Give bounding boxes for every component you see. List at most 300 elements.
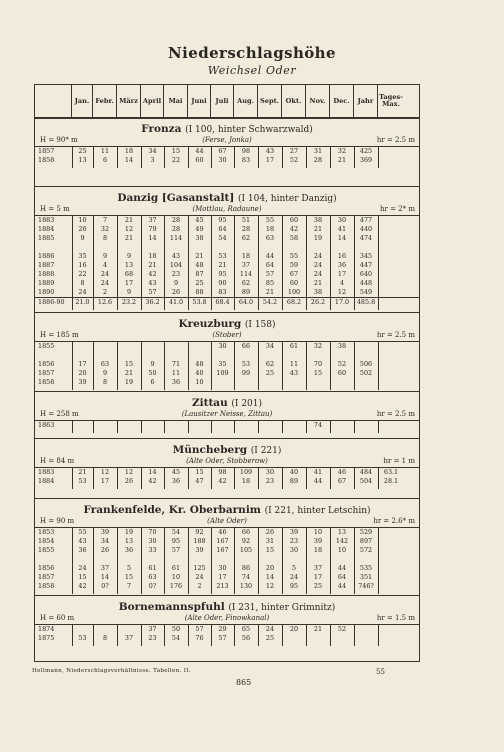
- value-cell: 24: [100, 279, 110, 287]
- value-cell: 37: [148, 625, 157, 633]
- value-cell: 506: [359, 360, 373, 368]
- value-cell: [93, 555, 117, 564]
- value-cell: 7: [126, 582, 132, 590]
- value-cell: [93, 421, 117, 430]
- value-cell: [117, 625, 141, 634]
- station-title: [35, 192, 419, 204]
- column-rule: [164, 215, 165, 310]
- column-rule: [330, 215, 331, 310]
- value-cell: 63: [265, 234, 275, 242]
- value-cell: [72, 555, 93, 564]
- value-cell: 56: [241, 634, 251, 642]
- value-cell: 22: [171, 156, 181, 164]
- value-cell: 109: [239, 468, 253, 476]
- value-cell: 54.2: [262, 298, 278, 306]
- column-rule: [164, 146, 165, 168]
- column-rule: [258, 215, 259, 310]
- column-rule: [234, 215, 235, 310]
- value-cell: [188, 421, 211, 430]
- value-cell: 45: [171, 468, 181, 476]
- value-cell: 54: [171, 528, 181, 536]
- value-cell: [93, 625, 117, 634]
- value-cell: 26: [100, 546, 110, 554]
- value-cell: 55: [265, 216, 275, 224]
- station-reference: (I 104, hinter Danzig): [237, 194, 337, 204]
- column-rule: [354, 146, 355, 168]
- header-mai: Mai: [164, 85, 188, 117]
- column-rule: [164, 467, 165, 489]
- column-rule: [234, 527, 235, 594]
- value-cell: [234, 243, 258, 252]
- value-cell: 448: [359, 279, 373, 287]
- value-cell: [378, 270, 404, 279]
- column-rule: [117, 146, 118, 168]
- value-cell: 24: [289, 573, 299, 581]
- value-cell: 28: [171, 225, 181, 233]
- value-cell: 345: [359, 252, 373, 260]
- value-cell: [117, 351, 141, 360]
- value-cell: [211, 243, 234, 252]
- column-rule: [282, 146, 283, 168]
- value-cell: [282, 421, 306, 430]
- value-cell: 44: [337, 564, 347, 572]
- value-cell: [211, 351, 234, 360]
- value-cell: 15: [171, 147, 181, 155]
- value-cell: 12.6: [97, 298, 113, 306]
- column-rule: [378, 341, 379, 390]
- year-cell: 1886-90: [38, 298, 65, 306]
- value-cell: 14: [148, 234, 157, 242]
- gauge-height: hr = 2.5 m: [376, 410, 415, 418]
- value-cell: 39: [195, 546, 204, 554]
- value-cell: 83: [241, 156, 251, 164]
- value-cell: [378, 555, 404, 564]
- station-name: Danzig [Gasanstalt]: [117, 192, 235, 204]
- value-cell: [354, 634, 378, 643]
- value-cell: [378, 252, 404, 261]
- value-cell: 11: [171, 369, 181, 377]
- page-subtitle: Weichsel Oder: [207, 64, 297, 77]
- value-cell: 30: [265, 468, 275, 476]
- column-rule: [141, 146, 142, 168]
- value-cell: 474: [359, 234, 373, 242]
- column-rule: [258, 146, 259, 168]
- value-cell: [188, 555, 211, 564]
- station-reference: (I 158): [244, 320, 276, 330]
- value-cell: 21: [218, 261, 227, 269]
- value-cell: 53: [218, 252, 227, 260]
- value-cell: 70: [148, 528, 157, 536]
- header-year-cell: [35, 85, 72, 117]
- value-cell: 54: [218, 234, 227, 242]
- value-cell: 21: [313, 279, 323, 287]
- column-rule: [141, 527, 142, 594]
- value-cell: 45: [195, 216, 204, 224]
- value-cell: [378, 351, 404, 360]
- value-cell: 52: [337, 625, 347, 633]
- value-cell: [378, 243, 404, 252]
- value-cell: 9: [150, 360, 155, 368]
- station-reference: (I 221, hinter Letschin): [264, 506, 371, 516]
- column-rule: [354, 624, 355, 646]
- value-cell: 109: [216, 369, 229, 377]
- value-cell: [330, 634, 354, 643]
- gauge-height: hr = 1 m: [383, 457, 415, 465]
- gauge-height: hr = 2.5 m: [376, 331, 415, 339]
- column-rule: [234, 420, 235, 433]
- value-cell: 23.2: [121, 298, 137, 306]
- column-rule: [330, 527, 331, 594]
- value-cell: 15: [124, 360, 134, 368]
- value-cell: 529: [359, 528, 373, 536]
- value-cell: 32: [313, 342, 323, 350]
- value-cell: 42: [289, 225, 299, 233]
- column-rule: [211, 215, 212, 310]
- header-sept: Sept.: [258, 85, 282, 117]
- year-cell: 1863: [38, 421, 55, 429]
- value-cell: 18: [124, 147, 134, 155]
- value-cell: 40: [289, 468, 299, 476]
- value-cell: [306, 351, 330, 360]
- value-cell: [378, 261, 404, 270]
- value-cell: 18: [265, 225, 275, 233]
- station-rivers: (Alte Oder, Stobberow): [186, 457, 268, 465]
- value-cell: 7: [102, 216, 108, 224]
- value-cell: 39: [78, 378, 87, 386]
- value-cell: [234, 378, 258, 387]
- section-divider: [35, 595, 419, 596]
- header-dec: Dec.: [330, 85, 354, 117]
- station-reference: (I 100, hinter Schwarzwald): [185, 125, 313, 135]
- value-cell: 5: [126, 564, 132, 572]
- value-cell: 67: [218, 147, 227, 155]
- station-name: Bornemannspfuhl: [118, 601, 225, 613]
- value-cell: 10: [78, 216, 87, 224]
- header-juli: Juli: [211, 85, 234, 117]
- value-cell: 15: [265, 546, 275, 554]
- value-cell: [141, 421, 164, 430]
- value-cell: [282, 634, 306, 643]
- value-cell: [211, 421, 234, 430]
- value-cell: 37: [100, 564, 110, 572]
- value-cell: 28: [171, 216, 181, 224]
- year-cell: 1857: [38, 147, 55, 155]
- value-cell: 37: [124, 634, 134, 642]
- value-cell: [354, 378, 378, 387]
- column-rule: [93, 215, 94, 310]
- value-cell: 58: [289, 234, 299, 242]
- value-cell: [258, 351, 282, 360]
- value-cell: 99: [241, 369, 251, 377]
- column-rule: [258, 624, 259, 646]
- year-cell: 1884: [38, 477, 55, 485]
- column-rule: [72, 527, 73, 594]
- value-cell: [306, 634, 330, 643]
- value-cell: [282, 243, 306, 252]
- value-cell: 17.0: [334, 298, 350, 306]
- value-cell: 11: [289, 360, 299, 368]
- value-cell: 52: [337, 360, 347, 368]
- value-cell: 53: [241, 360, 251, 368]
- header-tages-max: Tages- Max.: [379, 93, 403, 108]
- value-cell: [378, 528, 404, 537]
- value-cell: 502: [359, 369, 373, 377]
- station-name: Fronza: [141, 123, 182, 135]
- column-rule: [164, 624, 165, 646]
- station-rivers: (Mottlau, Radaune): [192, 205, 262, 213]
- value-cell: [354, 421, 378, 430]
- column-rule: [188, 527, 189, 594]
- value-cell: [354, 243, 378, 252]
- value-cell: 74: [313, 421, 323, 429]
- value-cell: 0?: [148, 582, 157, 590]
- value-cell: 11: [100, 147, 110, 155]
- gauge-height: hr = 2.5 m: [376, 136, 415, 144]
- value-cell: 130: [239, 582, 253, 590]
- value-cell: 95: [218, 216, 227, 224]
- value-cell: 12: [124, 468, 134, 476]
- value-cell: 17: [124, 279, 134, 287]
- value-cell: 24: [195, 573, 204, 581]
- value-cell: [164, 243, 188, 252]
- value-cell: 25: [78, 147, 87, 155]
- header-jahr: Jahr: [354, 85, 378, 117]
- value-cell: 572: [359, 546, 373, 554]
- value-cell: [282, 555, 306, 564]
- station-rivers: (Alte Oder, Finowkanal): [184, 614, 270, 622]
- value-cell: [72, 351, 93, 360]
- value-cell: 746?: [358, 582, 374, 590]
- value-cell: 4: [339, 279, 345, 287]
- station-name: Zittau: [191, 397, 228, 409]
- column-rule: [117, 527, 118, 594]
- value-cell: [378, 216, 404, 225]
- value-cell: 36: [171, 378, 181, 386]
- value-cell: 41.0: [168, 298, 184, 306]
- value-cell: 60: [195, 156, 204, 164]
- value-cell: 86: [241, 564, 251, 572]
- value-cell: [354, 625, 378, 634]
- column-rule: [93, 527, 94, 594]
- value-cell: 62: [241, 234, 251, 242]
- station-title: [35, 504, 419, 516]
- value-cell: [306, 243, 330, 252]
- header-april: April: [141, 85, 164, 117]
- value-cell: 25: [265, 634, 275, 642]
- value-cell: 53.8: [192, 298, 207, 306]
- value-cell: 38: [313, 288, 323, 296]
- value-cell: 21: [124, 234, 134, 242]
- value-cell: 66: [241, 528, 251, 536]
- value-cell: 67: [337, 477, 347, 485]
- station-reference: (I 201): [231, 399, 263, 409]
- value-cell: [164, 555, 188, 564]
- value-cell: 24: [265, 625, 275, 633]
- value-cell: 35: [78, 252, 87, 260]
- value-cell: 32: [100, 225, 110, 233]
- column-rule: [282, 467, 283, 489]
- column-rule: [306, 215, 307, 310]
- value-cell: 17: [100, 477, 110, 485]
- value-cell: [141, 342, 164, 351]
- value-cell: 37: [241, 261, 251, 269]
- value-cell: 213: [216, 582, 229, 590]
- value-cell: 15: [313, 369, 323, 377]
- column-rule: [188, 624, 189, 646]
- value-cell: 30: [337, 216, 347, 224]
- value-cell: 13: [337, 528, 347, 536]
- value-cell: 549: [359, 288, 373, 296]
- year-cell: 1886: [38, 252, 55, 260]
- value-cell: 142: [335, 537, 349, 545]
- value-cell: 114: [169, 234, 183, 242]
- footer-page-ref: 55: [376, 668, 385, 676]
- value-cell: 43: [171, 252, 181, 260]
- value-cell: 57: [265, 270, 275, 278]
- value-cell: 64: [218, 225, 227, 233]
- column-rule: [141, 215, 142, 310]
- column-rule: [164, 341, 165, 390]
- column-rule: [258, 420, 259, 433]
- value-cell: 24: [313, 261, 323, 269]
- value-cell: 14: [100, 573, 110, 581]
- value-cell: [378, 147, 404, 156]
- value-cell: 61: [171, 564, 181, 572]
- value-cell: 21: [195, 252, 204, 260]
- column-rule: [211, 467, 212, 489]
- value-cell: 85: [265, 279, 275, 287]
- value-cell: 14: [148, 468, 157, 476]
- value-cell: 31: [313, 147, 323, 155]
- value-cell: 6: [102, 156, 108, 164]
- value-cell: [164, 421, 188, 430]
- page-title: Niederschlagshöhe: [168, 44, 336, 62]
- value-cell: 30: [218, 342, 227, 350]
- value-cell: [378, 378, 404, 387]
- value-cell: 41: [313, 468, 323, 476]
- value-cell: 105: [239, 546, 253, 554]
- year-cell: [35, 243, 72, 252]
- value-cell: 16: [78, 261, 87, 269]
- section-divider: [35, 312, 419, 313]
- value-cell: 54: [171, 634, 181, 642]
- column-rule: [354, 420, 355, 433]
- value-cell: [378, 360, 404, 369]
- year-cell: 1857: [38, 573, 55, 581]
- value-cell: 47: [195, 477, 204, 485]
- column-rule: [93, 341, 94, 390]
- value-cell: 92: [241, 537, 251, 545]
- value-cell: 2: [197, 582, 202, 590]
- value-cell: 49: [195, 225, 204, 233]
- value-cell: 36.2: [145, 298, 160, 306]
- value-cell: 55: [289, 252, 299, 260]
- value-cell: 29: [218, 625, 227, 633]
- column-rule: [72, 467, 73, 489]
- header-okt: Okt.: [282, 85, 306, 117]
- header-aug: Aug.: [234, 85, 258, 117]
- value-cell: 2: [102, 288, 108, 296]
- value-cell: [72, 342, 93, 351]
- value-cell: [378, 342, 404, 351]
- column-rule: [378, 146, 379, 168]
- value-cell: 46: [218, 528, 227, 536]
- value-cell: [188, 342, 211, 351]
- value-cell: [188, 243, 211, 252]
- column-rule: [141, 467, 142, 489]
- value-cell: [211, 555, 234, 564]
- value-cell: 37: [313, 564, 323, 572]
- value-cell: [354, 555, 378, 564]
- station-rivers: (Ferse, Jonka): [202, 136, 252, 144]
- value-cell: [378, 564, 404, 573]
- value-cell: 8: [102, 234, 108, 242]
- value-cell: 62: [265, 360, 275, 368]
- value-cell: 62: [241, 279, 251, 287]
- column-rule: [188, 146, 189, 168]
- column-rule: [378, 527, 379, 594]
- table-header-row: [35, 85, 419, 119]
- column-rule: [258, 527, 259, 594]
- year-cell: 1874: [38, 625, 55, 633]
- column-rule: [188, 341, 189, 390]
- value-cell: [378, 369, 404, 378]
- section-divider: [35, 498, 419, 499]
- value-cell: [258, 243, 282, 252]
- value-cell: [117, 555, 141, 564]
- value-cell: 28: [241, 225, 251, 233]
- column-rule: [211, 624, 212, 646]
- value-cell: 21: [148, 261, 157, 269]
- column-rule: [117, 341, 118, 390]
- header-febr: Febr.: [93, 85, 117, 117]
- value-cell: 24: [78, 288, 87, 296]
- value-cell: 440: [359, 225, 373, 233]
- value-cell: 20: [289, 625, 299, 633]
- column-rule: [93, 467, 94, 489]
- value-cell: 10: [337, 546, 347, 554]
- value-cell: 38: [313, 216, 323, 224]
- value-cell: 504: [359, 477, 373, 485]
- value-cell: 21.0: [75, 298, 90, 306]
- value-cell: [282, 351, 306, 360]
- station-title: [35, 601, 419, 613]
- value-cell: 38: [337, 342, 347, 350]
- value-cell: 42: [78, 582, 87, 590]
- gauge-height: hr = 2* m: [380, 205, 415, 213]
- value-cell: [378, 225, 404, 234]
- value-cell: 40: [195, 369, 204, 377]
- value-cell: 484: [359, 468, 373, 476]
- value-cell: 14: [337, 234, 347, 242]
- value-cell: 12: [337, 288, 347, 296]
- value-cell: 640: [359, 270, 373, 278]
- value-cell: 4: [102, 261, 108, 269]
- value-cell: 23: [148, 634, 157, 642]
- column-rule: [354, 341, 355, 390]
- value-cell: 34: [148, 147, 157, 155]
- value-cell: 425: [359, 147, 373, 155]
- value-cell: 76: [195, 634, 204, 642]
- value-cell: 68.2: [286, 298, 302, 306]
- station-title: [35, 397, 419, 409]
- column-rule: [330, 341, 331, 390]
- value-cell: 51: [241, 216, 251, 224]
- column-rule: [93, 146, 94, 168]
- column-rule: [306, 624, 307, 646]
- header-jan: Jan.: [72, 85, 93, 117]
- column-rule: [282, 527, 283, 594]
